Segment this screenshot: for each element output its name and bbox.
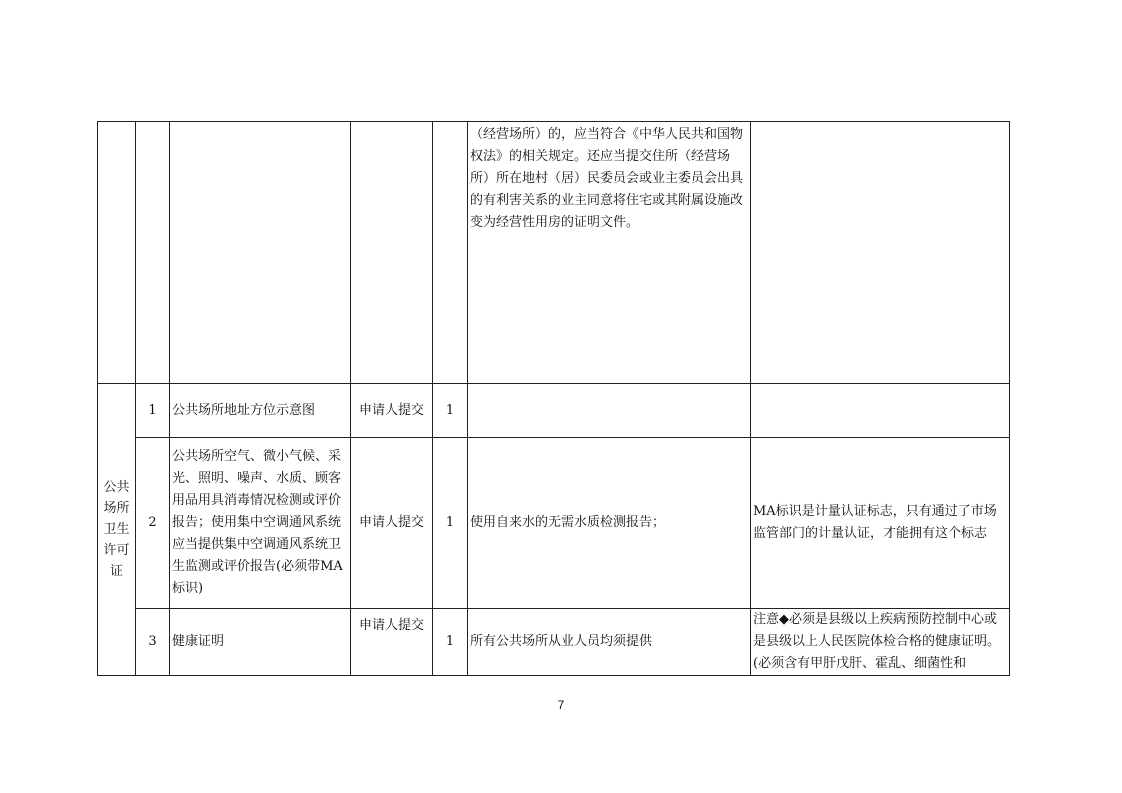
table-row-continuation [98,122,1010,384]
category-cell: 公共场所卫生许可证 [98,384,136,676]
cell-material-empty [170,122,351,384]
row-number: 3 [136,609,170,676]
cell-source-empty [351,122,433,384]
material-requirement: 所有公共场所从业人员均须提供 [468,609,751,676]
material-copies: 1 [433,609,468,676]
cell-note-empty [751,122,1010,384]
material-copies: 1 [433,438,468,609]
material-source: 申请人提交 [351,384,433,438]
cell-category-empty [98,122,136,384]
table-row [98,384,1010,438]
material-name: 公共场所空气、微小气候、采光、照明、噪声、水质、顾客用品用具消毒情况检测或评价报告；使用集中空调通风系统应当提供集中空调通风系统卫生监测或评价报告(必须带MA标识) [170,438,351,609]
material-requirement [468,384,751,438]
material-copies: 1 [433,384,468,438]
material-name: 健康证明 [170,609,351,676]
row-number: 1 [136,384,170,438]
material-note: MA标识是计量认证标志，只有通过了市场监管部门的计量认证，才能拥有这个标志 [751,438,1010,609]
cell-requirement-continuation: （经营场所）的，应当符合《中华人民共和国物权法》的相关规定。还应当提交住所（经营场所）所在地村（居）民委员会或业主委员会出具的有利害关系的业主同意将住宅或其附属设施改变为经营性用房的证明文件。 [468,122,751,384]
table-row [98,438,1010,609]
materials-table [97,121,1010,676]
materials-table-container [97,121,1010,676]
material-note: 注意◆必须是县级以上疾病预防控制中心或是县级以上人民医院体检合格的健康证明。(必须含有甲肝戊肝、霍乱、细菌性和 [751,609,1010,676]
cell-no-empty [136,122,170,384]
material-note [751,384,1010,438]
cell-copies-empty [433,122,468,384]
material-requirement: 使用自来水的无需水质检测报告； [468,438,751,609]
material-source: 申请人提交 [351,609,433,676]
table-row [98,609,1010,676]
material-source: 申请人提交 [351,438,433,609]
material-name: 公共场所地址方位示意图 [170,384,351,438]
page-number: 7 [557,698,565,712]
row-number: 2 [136,438,170,609]
